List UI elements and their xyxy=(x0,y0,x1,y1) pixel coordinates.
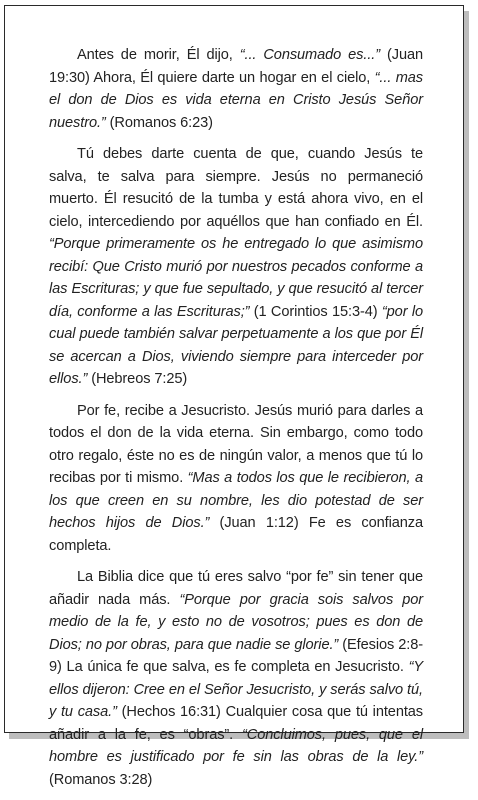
document-page xyxy=(4,5,464,788)
scripture-quote: “Concluimos, pues, que el hombre es justificado por fe sin las obras de la ley.” xyxy=(49,726,423,765)
scripture-reference: (Romanos 3:28) xyxy=(49,771,153,788)
scripture-quote: “por lo cual puede también salvar perpetuamente a los que por Él se acercan a Dios, viviendo siempre para interceder por ellos.” xyxy=(49,303,423,387)
text-body xyxy=(49,44,423,800)
text-run: (Hechos 16:31) Cualquier cosa que tú intentas añadir a la fe, es “obras”. xyxy=(49,704,424,743)
paragraph-4 xyxy=(49,566,423,791)
scripture-reference: (Hebreos 7:25) xyxy=(87,371,188,387)
text-run: Tú debes darte cuenta de que, cuando Jesús te salva, te salva para siempre. Jesús no permaneció muerto. Él resucitó de la tumba y está ahora vivo, en el cielo, intercediendo por aquéllos que han confiado en Él. xyxy=(49,146,423,230)
paragraph-3 xyxy=(49,400,423,558)
scripture-quote: “... mas el don de Dios es vida eterna en Cristo Jesús Señor nuestro.” xyxy=(49,69,423,131)
scripture-quote: “Porque por gracia sois salvos por medio de la fe, y esto no de vosotros; pues es don de Dios; no por obras, para que nadie se glorie.” xyxy=(49,591,423,653)
scripture-quote: “Porque primeramente os he entregado lo que asimismo recibí: Que Cristo murió por nuestros pecados conforme a las Escrituras; y que fue sepultado, y que resucitó al tercer día, conforme a las Escrituras;” xyxy=(49,236,423,320)
text-run: Antes de morir, Él dijo, xyxy=(77,47,240,63)
paragraph-1 xyxy=(49,44,423,134)
text-run: (Juan 19:30) Ahora, Él quiere darte un hogar en el cielo, xyxy=(49,47,423,86)
text-run: (Efesios 2:8-9) La única fe que salva, es fe completa en Jesucristo. xyxy=(49,636,423,675)
scripture-quote: “Mas a todos los que le recibieron, a los que creen en su nombre, les dio potestad de ser hechos hijos de Dios.” xyxy=(49,470,424,531)
scripture-quote: “Y ellos dijeron: Cree en el Señor Jesucristo, y serás salvo tú, y tu casa.” xyxy=(49,659,423,720)
scripture-quote: “... Consumado es...” xyxy=(239,47,380,63)
scripture-reference: (1 Corintios 15:3-4) xyxy=(249,303,382,320)
text-run: La Biblia dice que tú eres salvo “por fe” sin tener que añadir nada más. xyxy=(49,569,423,608)
paragraph-2 xyxy=(49,143,423,391)
text-run: (Juan 1:12) Fe es confianza completa. xyxy=(49,515,423,554)
text-run: Por fe, recibe a Jesucristo. Jesús murió para darles a todos el don de la vida eterna. Sin embargo, como todo otro regalo, éste no es de ningún valor, a menos que tú lo recibas por ti mismo. xyxy=(49,402,423,486)
scripture-reference: (Romanos 6:23) xyxy=(105,114,213,131)
